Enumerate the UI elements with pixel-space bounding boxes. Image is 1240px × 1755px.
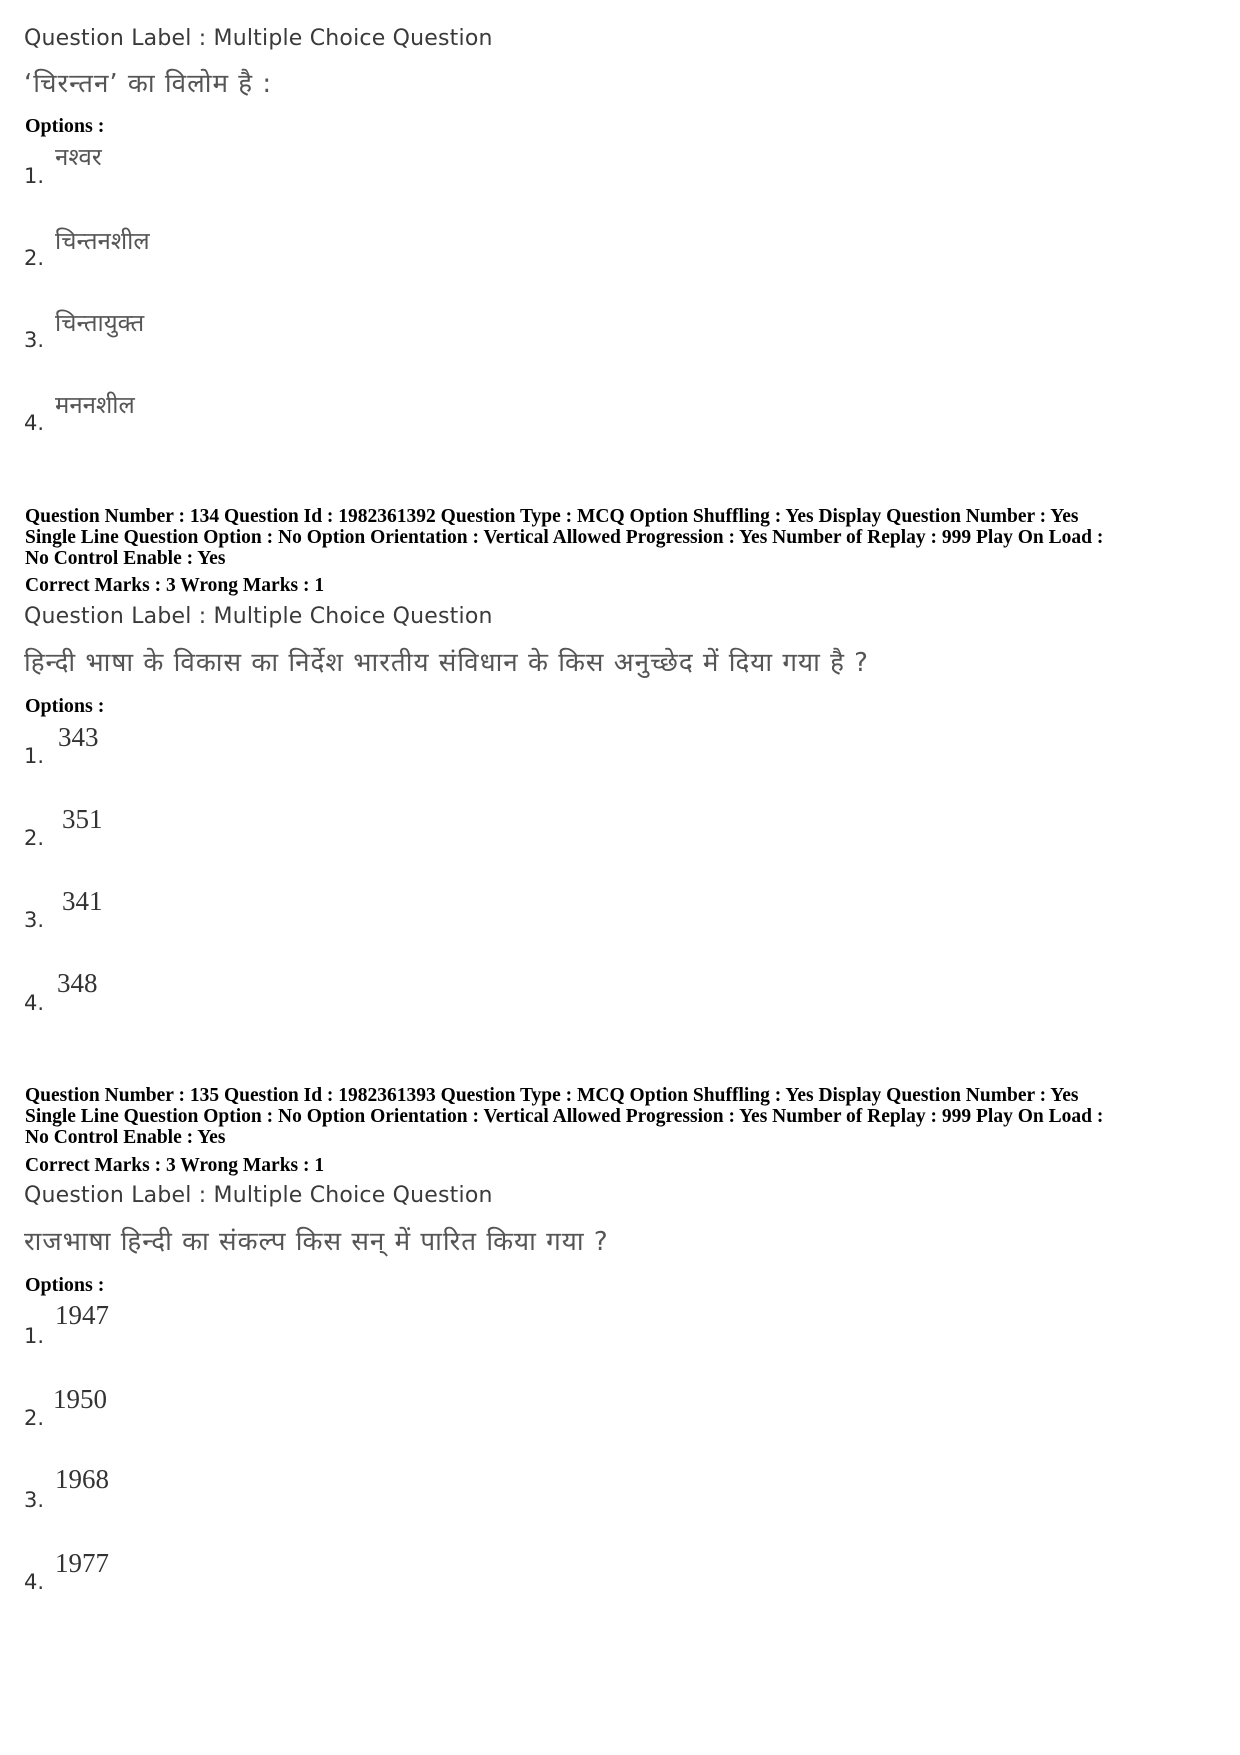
option-number: 4. xyxy=(24,411,45,435)
option-number: 3. xyxy=(24,908,45,932)
option-number: 1. xyxy=(24,164,45,188)
option-text: चिन्तनशील xyxy=(55,227,150,255)
metadata-line: Single Line Question Option : No Option Orientation : Vertical Allowed Progression : Yes Number of Replay : 999 Play On Load : xyxy=(25,527,1104,548)
marks-info: Correct Marks : 3 Wrong Marks : 1 xyxy=(25,575,325,596)
question-label: Question Label : Multiple Choice Question xyxy=(24,1183,493,1208)
question-label: Question Label : Multiple Choice Question xyxy=(24,26,493,51)
option-number: 4. xyxy=(24,991,45,1015)
question-metadata xyxy=(25,1085,1225,1148)
option-text: 1977 xyxy=(55,1548,109,1578)
metadata-line: Question Number : 135 Question Id : 1982361393 Question Type : MCQ Option Shuffling : Yes Display Question Number : Yes xyxy=(25,1085,1079,1106)
option-number: 3. xyxy=(24,328,45,352)
options-heading: Options : xyxy=(25,1274,105,1296)
question-text: राजभाषा हिन्दी का संकल्प किस सन् में पारित किया गया ? xyxy=(24,1227,609,1257)
option-text: 1947 xyxy=(55,1300,109,1330)
option-text: 1950 xyxy=(53,1384,107,1414)
metadata-line: Single Line Question Option : No Option Orientation : Vertical Allowed Progression : Yes Number of Replay : 999 Play On Load : xyxy=(25,1106,1104,1127)
option-text: चिन्तायुक्त xyxy=(55,309,145,337)
option-number: 2. xyxy=(24,826,45,850)
option-text: नश्वर xyxy=(55,143,102,171)
option-text: 351 xyxy=(62,804,103,834)
question-text: ‘चिरन्तन’ का विलोम है : xyxy=(24,69,273,99)
metadata-line: No Control Enable : Yes xyxy=(25,1127,226,1148)
option-text: 343 xyxy=(58,722,99,752)
question-label: Question Label : Multiple Choice Question xyxy=(24,604,493,629)
options-heading: Options : xyxy=(25,695,105,717)
options-heading: Options : xyxy=(25,115,105,137)
option-text: 348 xyxy=(57,968,98,998)
metadata-line: No Control Enable : Yes xyxy=(25,548,226,569)
option-text: मननशील xyxy=(55,391,135,419)
option-number: 3. xyxy=(24,1488,45,1512)
option-number: 1. xyxy=(24,1324,45,1348)
question-metadata xyxy=(25,506,1225,569)
option-number: 2. xyxy=(24,246,45,270)
option-number: 2. xyxy=(24,1406,45,1430)
marks-info: Correct Marks : 3 Wrong Marks : 1 xyxy=(25,1155,325,1176)
metadata-line: Question Number : 134 Question Id : 1982361392 Question Type : MCQ Option Shuffling : Yes Display Question Number : Yes xyxy=(25,506,1079,527)
option-number: 4. xyxy=(24,1570,45,1594)
option-number: 1. xyxy=(24,744,45,768)
question-text: हिन्दी भाषा के विकास का निर्देश भारतीय संविधान के किस अनुच्छेद में दिया गया है ? xyxy=(24,648,869,678)
option-text: 1968 xyxy=(55,1464,109,1494)
option-text: 341 xyxy=(62,886,103,916)
